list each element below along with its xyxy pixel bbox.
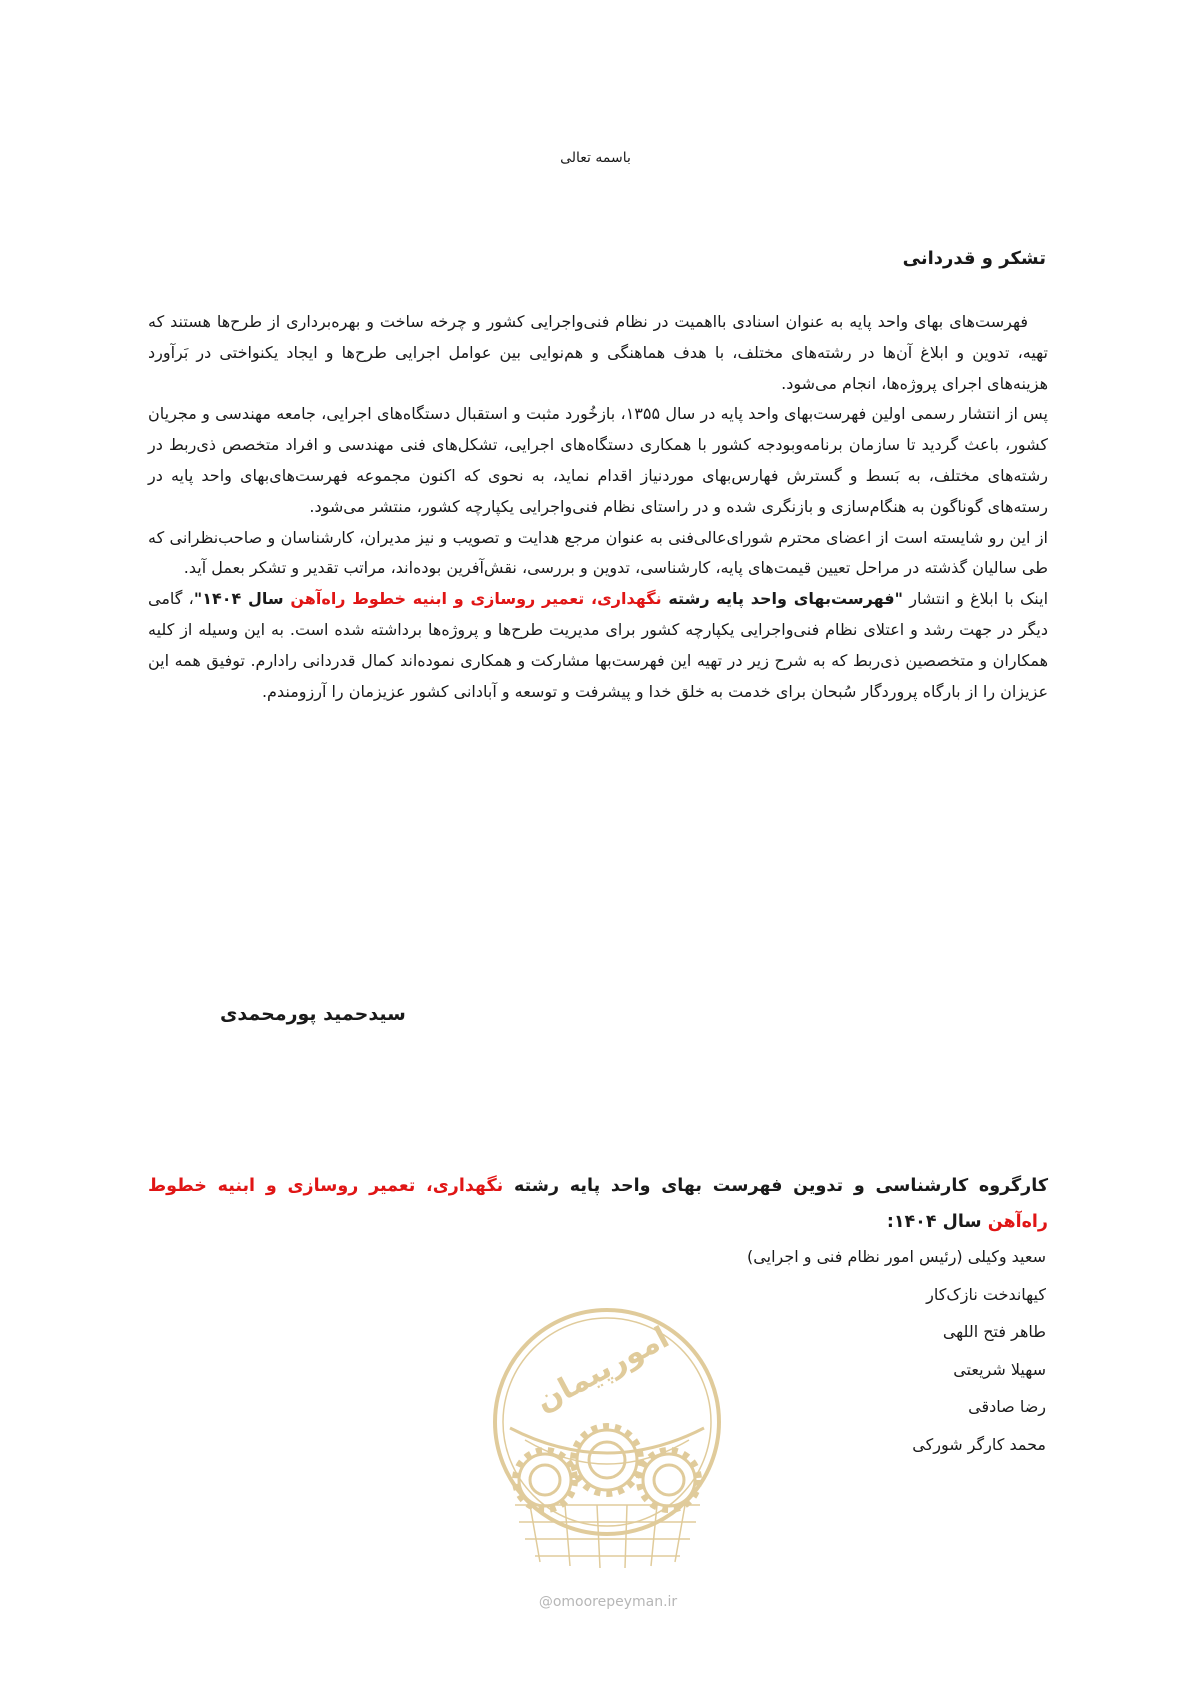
paragraph-4-field-name: نگهداری، تعمیر روسازی و ابنیه خطوط راه‌آهن (290, 589, 662, 609)
paragraph-2: پس از انتشار رسمی اولین فهرست‌بهای واحد پایه در سال ۱۳۵۵، بازخُورد مثبت و استقبال دستگاه‌های اجرایی، جامعه مهندسی و مجریان کشور، باعث گردید تا سازمان برنامه‌وبودجه کشور با همکاری دستگاه‌های اجرایی، تشکل‌های فنی مهندسی و افراد متخصص ذی‌ربط در رشته‌های مختلف، به بَسط و گسترش فهارس‌بهای موردنیاز اقدام نماید، به نحوی که اکنون مجموعه فهرست‌های‌بهای واحد پایه در رسته‌های گوناگون به هنگام‌سازی و بازنگری شده و در راستای نظام فنی‌واجرایی یکپارچه کشور، منتشر می‌شود. (148, 404, 1049, 516)
member-item: کیهاندخت نازک‌کار (926, 1284, 1046, 1304)
paragraph-3: از این رو شایسته است از اعضای محترم شورای‌عالی‌فنی به عنوان مرجع هدایت و تصویب و نیز مدیران، کارشناسان و صاحب‌نظرانی که طی سالیان گذشته در مراحل تعیین قیمت‌های پایه، کارشناسی، تدوین و بررسی، نقش‌آفرین بوده‌اند، مراتب تقدیر و تشکر بعمل آید. (148, 527, 1048, 578)
committee-prefix: کارگروه کارشناسی و تدوین فهرست بهای واحد پایه رشته (503, 1176, 1048, 1196)
paragraph-4-quote-close: سال ۱۴۰۴" (193, 589, 291, 609)
invocation-text: باسمه تعالی (560, 150, 631, 166)
member-item: سهیلا شریعتی (953, 1359, 1046, 1379)
paragraph-1: فهرست‌های بهای واحد پایه به عنوان اسنادی بااهمیت در نظام فنی‌واجرایی کشور و چرخه ساخت و بهره‌برداری از طرح‌ها هستند که تهیه، تدوین و ابلاغ آن‌ها در رشته‌های مختلف، با هدف هماهنگی و هم‌نوایی بین عوامل اجرایی طرح‌ها و ایجاد یکنواختی در بَرآورد هزینه‌های اجرای پروژه‌ها، انجام می‌شود. (148, 312, 1048, 393)
member-item: طاهر فتح اللهی (942, 1322, 1046, 1341)
watermark-url: @omoorepeyman.ir (538, 1594, 678, 1610)
member-item: سعید وکیلی (رئیس امور نظام فنی و اجرایی) (747, 1247, 1046, 1266)
watermark-logo-icon (485, 1300, 730, 1570)
paragraph-4-rest: ، گامی دیگر در جهت رشد و اعتلای نظام فنی‌واجرایی یکپارچه کشور برای مدیریت طرح‌ها و پروژه‌ها برداشته شده است. به این وسیله از کلیه همکاران و متخصصین ذی‌ربط که به شرح زیر در تهیه این فهرست‌بها مشارکت و همکاری نموده‌اند کمال قدردانی رادارم. توفیق همه این عزیزان را از بارگاه پروردگار سُبحان برای خدمت به خلق خدا و پیشرفت و توسعه و آبادانی کشور عزیزمان را آرزومندم. (148, 589, 1048, 701)
paragraph-4-quote-open: "فهرست‌بهای واحد پایه رشته (661, 589, 903, 609)
member-item: رضا صادقی (968, 1397, 1046, 1416)
committee-heading (148, 1168, 1048, 1240)
signatory-name: سیدحمید پورمحمدی (220, 1003, 406, 1025)
committee-suffix: سال ۱۴۰۴: (886, 1212, 988, 1232)
member-item: محمد کارگر شورکی (912, 1434, 1046, 1454)
body-text (148, 307, 1048, 707)
paragraph-4-intro: اینک با ابلاغ و انتشار (902, 589, 1049, 609)
watermark-logo-text: امورپیمان (530, 1320, 675, 1420)
page-title: تشکر و قدردانی (902, 248, 1046, 269)
paragraph-4 (148, 584, 1048, 707)
committee-field-name: نگهداری، تعمیر روسازی و ابنیه خطوط راه‌آهن (148, 1176, 1048, 1232)
committee-members-list (747, 1238, 1046, 1463)
